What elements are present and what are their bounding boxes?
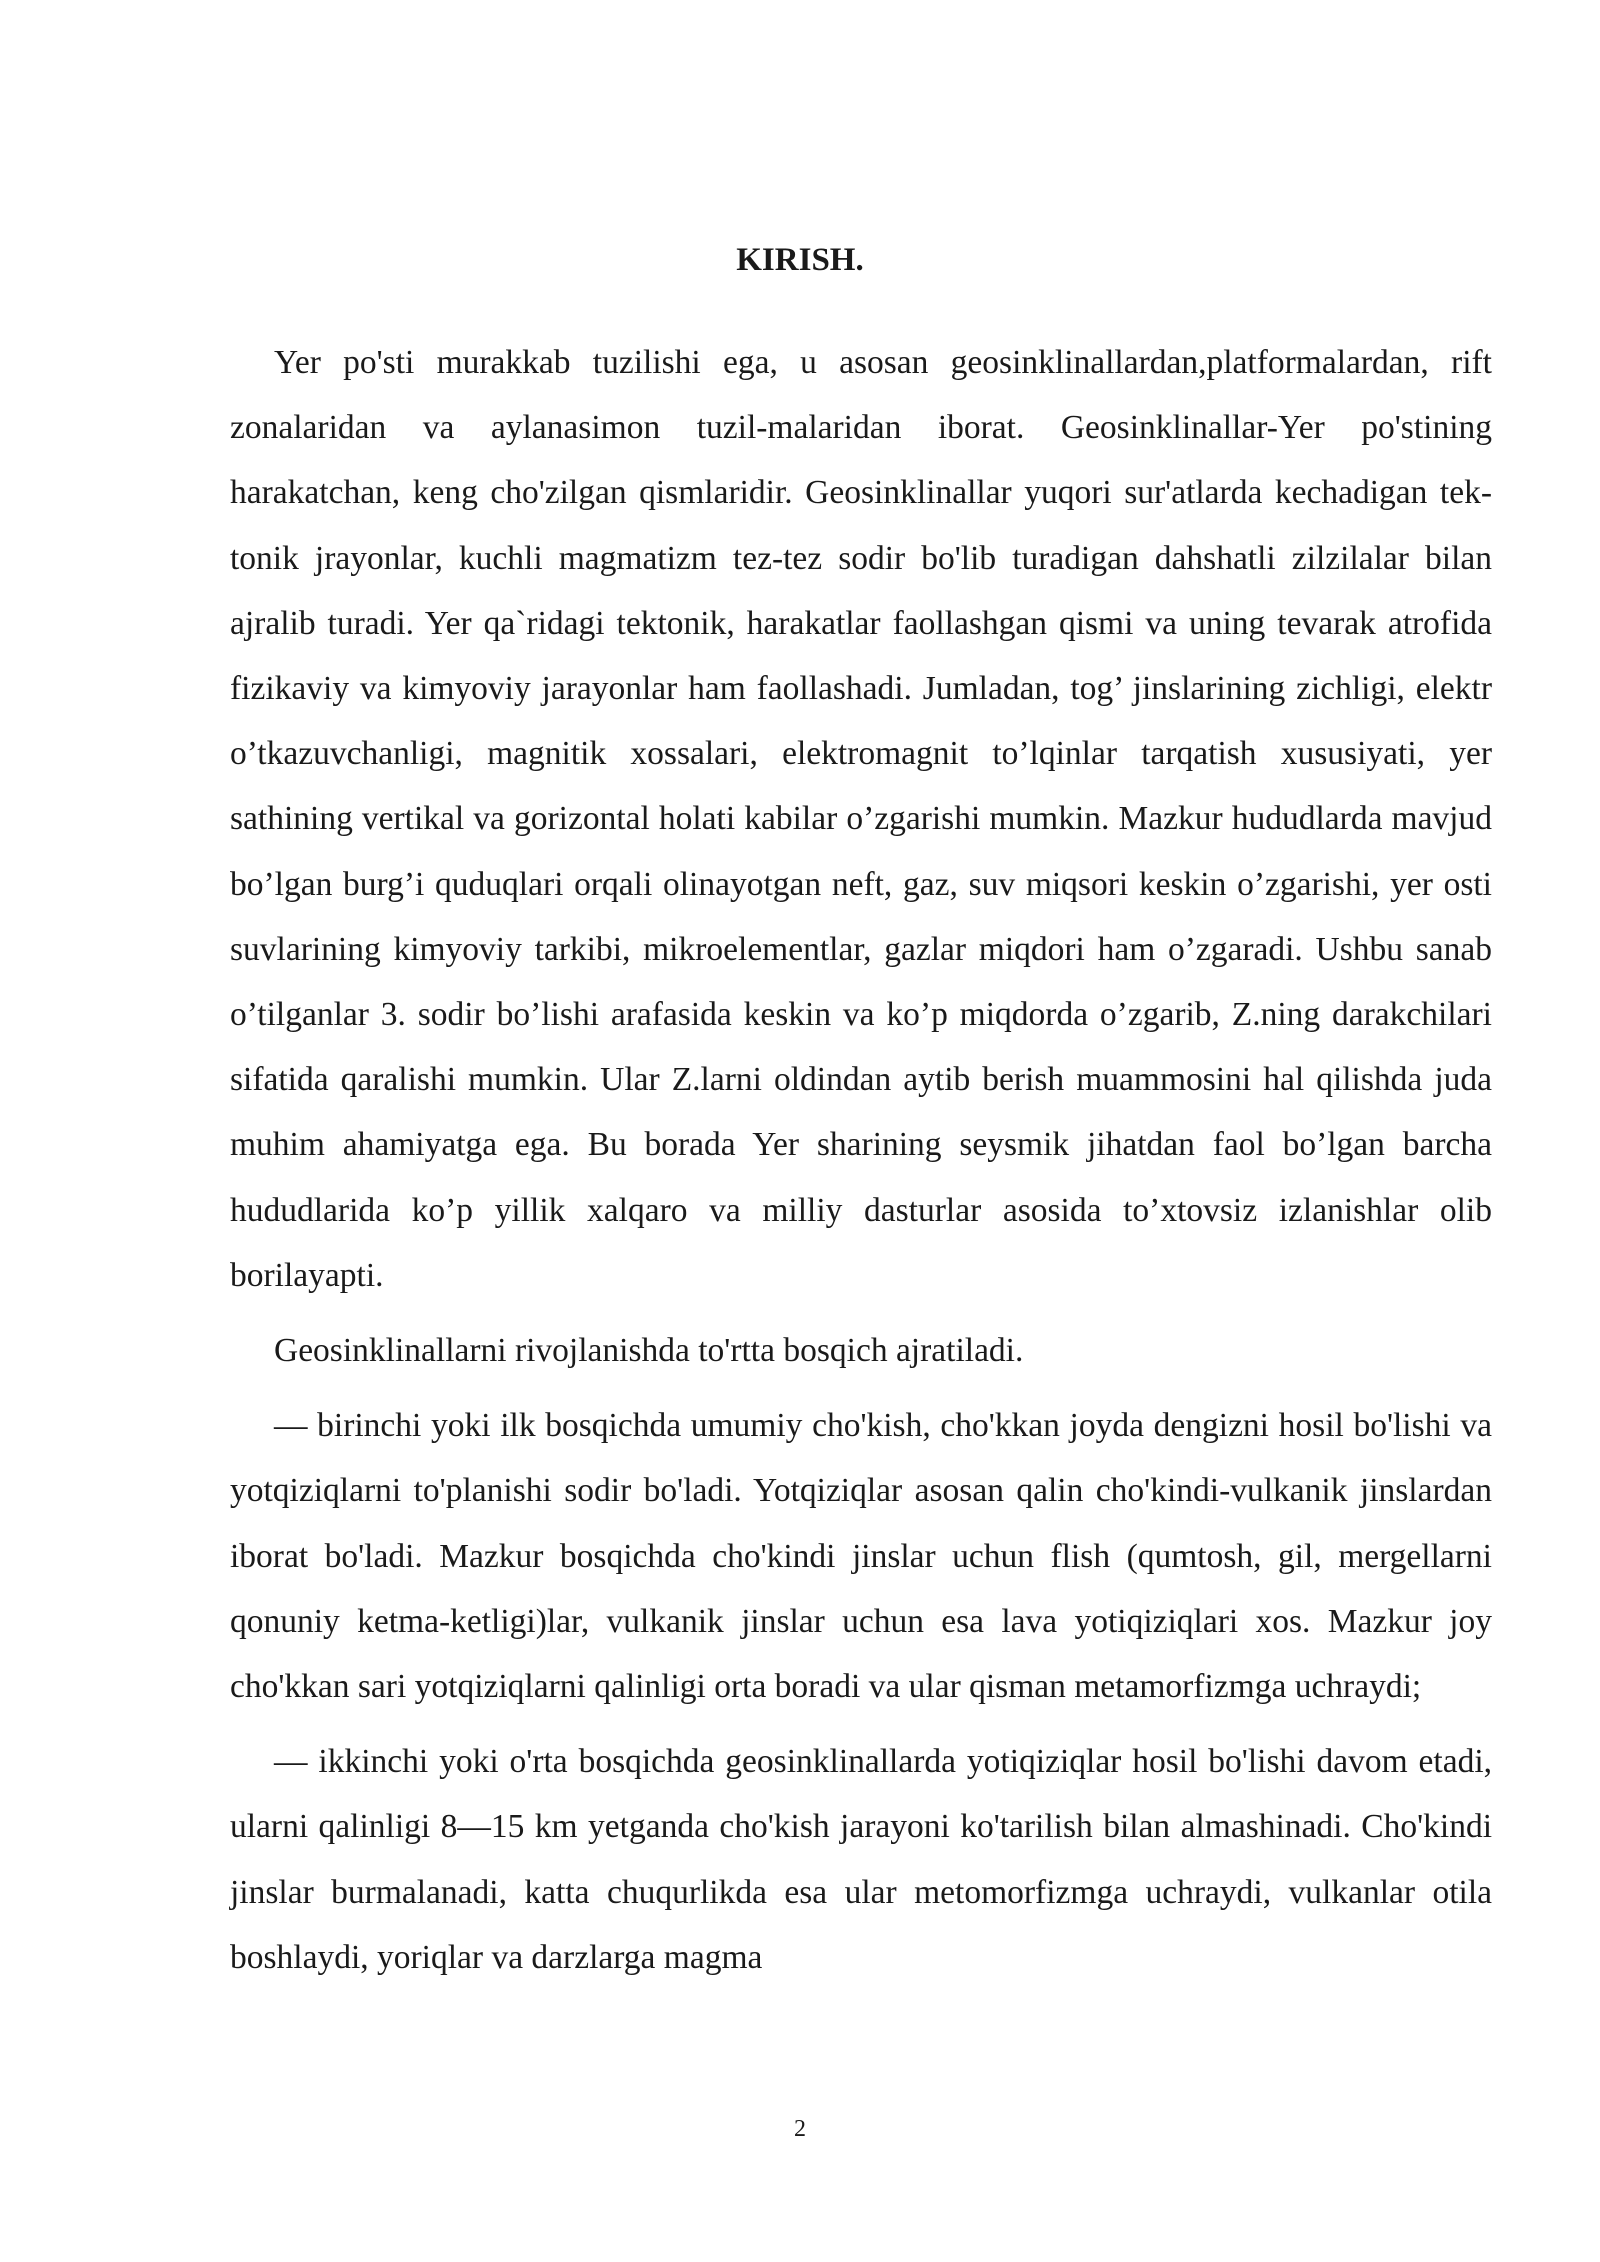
paragraph-stages-intro: Geosinklinallarni rivojlanishda to'rtta bosqich ajratiladi. <box>274 1332 1024 1370</box>
page-title: KIRISH. <box>736 242 864 278</box>
paragraph-intro: Yer po'sti murakkab tuzilishi ega, u asosan geosinklinallardan,platformalardan, rift zonalaridan va aylanasimon tuzil-malaridan iborat. Geosinklinallar-Yer po'stining harakatchan, keng cho'zilgan qismlaridir. Geosinklinallar yuqori sur'atlarda kechadigan tek-tonik jrayonlar, kuchli magmatizm tez-tez sodir bo'lib turadigan dahshatli zilzilalar bilan ajralib turadi. Yer qa`ridagi tektonik, harakatlar faollashgan qismi va uning tevarak atrofida fizikaviy va kimyoviy jarayonlar ham faollashadi. Jumladan, tog’ jinslarining zichligi, elektr o’tkazuvchanligi, magnitik xossalari, elektromagnit to’lqinlar tarqatish xususiyati, yer sathining vertikal va gorizontal holati kabilar o’zgarishi mumkin. Mazkur hududlarda mavjud bo’lgan burg’i quduqlari orqali olinayotgan neft, gaz, suv miqsori keskin o’zgarishi, yer osti suvlarining kimyoviy tarkibi, mikroelementlar, gazlar miqdori ham o’zgaradi. Ushbu sanab o’tilganlar 3. sodir bo’lishi arafasida keskin va ko’p miqdorda o’zgarib, Z.ning darakchilari sifatida qaralishi mumkin. Ular Z.larni oldindan aytib berish muammosini hal qilishda juda muhim ahamiyatga ega. Bu borada Yer sharining seysmik jihatdan faol bo’lgan barcha hududlarida ko’p yillik xalqaro va milliy dasturlar asosida to’xtovsiz izlanishlar olib borilayapti. <box>230 344 1492 1294</box>
page-number: 2 <box>794 2116 806 2142</box>
paragraph-stage-one: — birinchi yoki ilk bosqichda umumiy cho'kish, cho'kkan joyda dengizni hosil bo'lishi va yotqiziqlarni to'planishi sodir bo'ladi. Yotqiziqlar asosan qalin cho'kindi-vulkanik jinslardan iborat bo'ladi. Mazkur bosqichda cho'kindi jinslar uchun flish (qumtosh, gil, mergellarni qonuniy ketma-ketligi)lar, vulkanik jinslar uchun esa lava yotiqiziqlari xos. Mazkur joy cho'kkan sari yotqiziqlarni qalinligi orta boradi va ular qisman metamorfizmga uchraydi; <box>230 1407 1492 1706</box>
paragraph-stage-two: — ikkinchi yoki o'rta bosqichda geosinklinallarda yotiqiziqlar hosil bo'lishi davom etadi, ularni qalinligi 8—15 km yetganda cho'kish jarayoni ko'tarilish bilan almashinadi. Cho'kindi jinslar burmalanadi, katta chuqurlikda esa ular metomorfizmga uchraydi, vulkanlar otila boshlaydi, yoriqlar va darzlarga magma <box>230 1743 1492 1976</box>
body-text <box>230 330 1492 1990</box>
